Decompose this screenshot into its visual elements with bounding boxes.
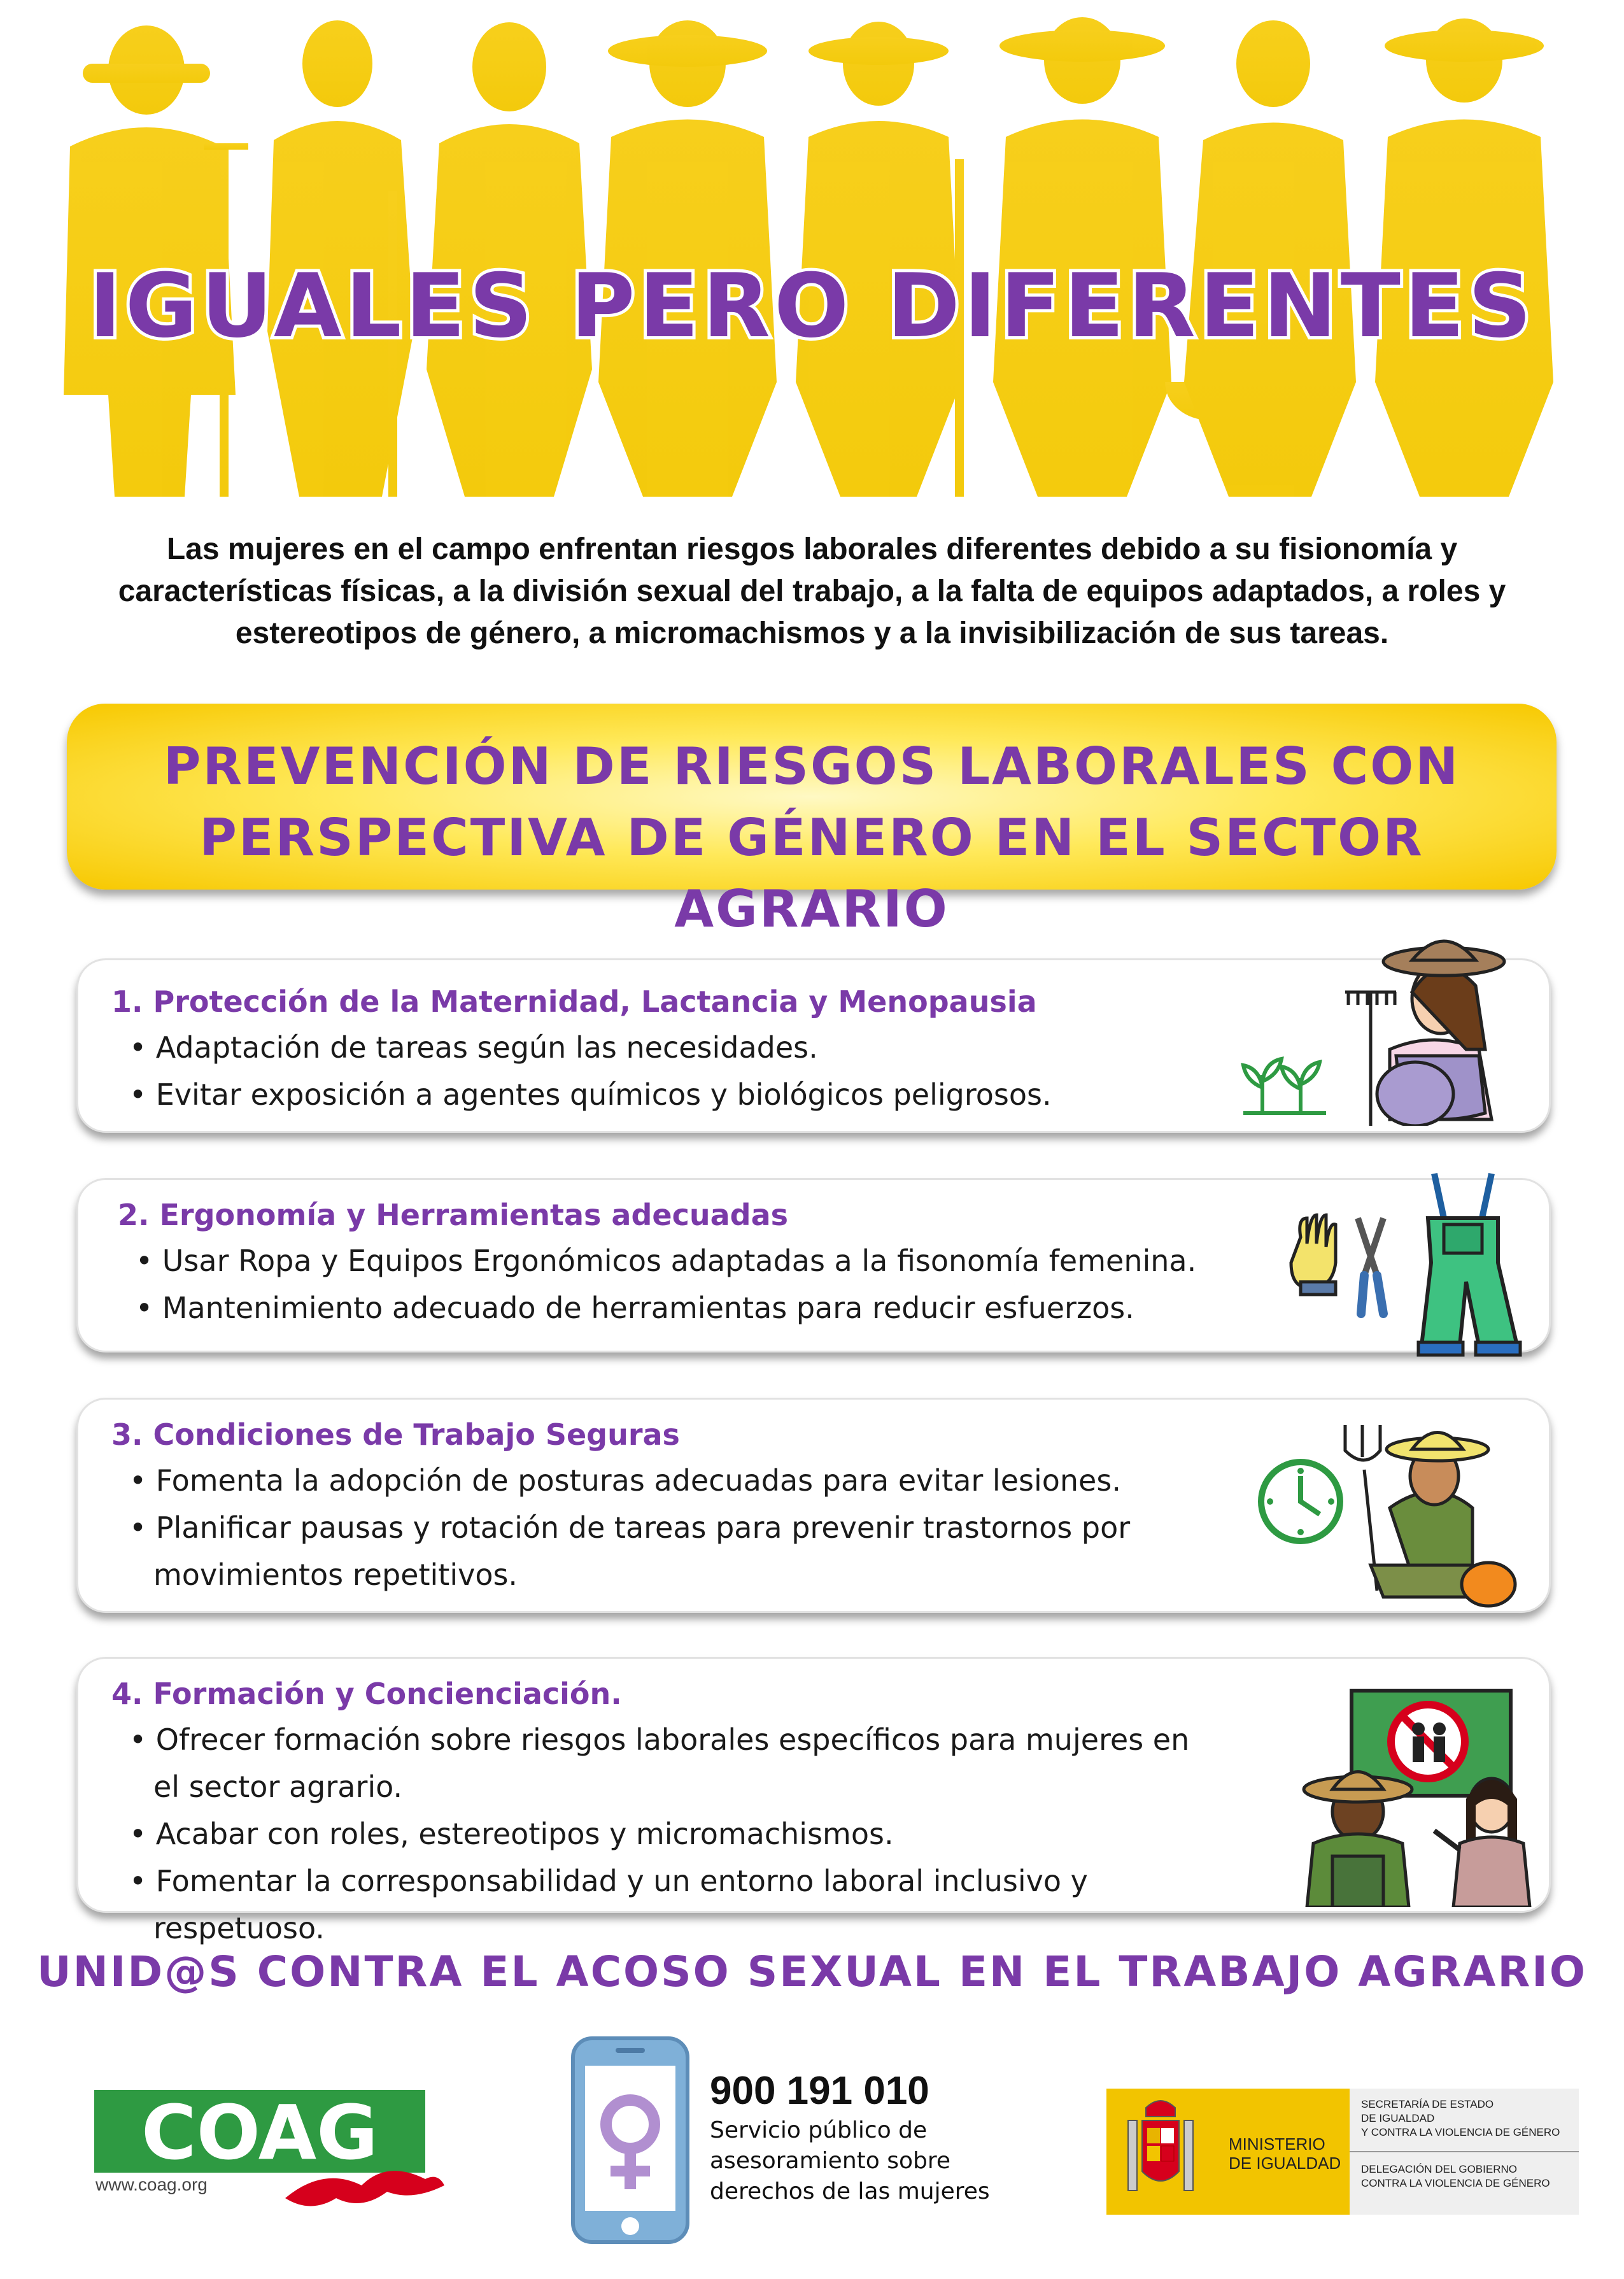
ministry-name-line: MINISTERIO xyxy=(1229,2134,1325,2154)
secretaria-line: Y CONTRA LA VIOLENCIA DE GÉNERO xyxy=(1361,2126,1560,2138)
list-item: • Evitar exposición a agentes químicos y biológicos peligrosos. xyxy=(129,1071,1211,1118)
section-card-formacion xyxy=(76,1657,1551,1945)
phone-description xyxy=(710,2115,1041,2207)
training-board-icon xyxy=(1288,1684,1543,1907)
section-title: 2. Ergonomía y Herramientas adecuadas xyxy=(118,1198,788,1232)
section-card-maternidad xyxy=(76,958,1551,1133)
phone-number[interactable]: 900 191 010 xyxy=(710,2069,929,2113)
coag-logo-text: COAG xyxy=(141,2090,378,2176)
phone-desc-line: asesoramiento sobre xyxy=(710,2148,951,2174)
list-item: • Fomenta la adopción de posturas adecuadas para evitar lesiones. xyxy=(129,1457,1199,1504)
slogan: UNID@S CONTRA EL ACOSO SEXUAL EN EL TRABAJO AGRARIO xyxy=(37,1947,1587,1996)
list-item: • Acabar con roles, estereotipos y micromachismos. xyxy=(129,1810,1224,1857)
worker-silhouettes-illustration xyxy=(0,0,1624,497)
list-item: • Fomentar la corresponsabilidad y un entorno laboral inclusivo y respetuoso. xyxy=(129,1857,1224,1952)
section-title: 1. Protección de la Maternidad, Lactancia y Menopausia xyxy=(111,984,1037,1019)
list-item: • Mantenimiento adecuado de herramientas para reducir esfuerzos. xyxy=(136,1284,1282,1331)
phone-desc-line: derechos de las mujeres xyxy=(710,2178,990,2204)
section-list xyxy=(129,1716,1224,1952)
overalls-gloves-shears-icon xyxy=(1275,1154,1543,1358)
ministerio-igualdad-logo xyxy=(1106,2089,1579,2215)
list-item: • Ofrecer formación sobre riesgos laborales específicos para mujeres en el sector agrario. xyxy=(129,1716,1224,1810)
section-list xyxy=(129,1024,1211,1118)
banner-line-1: PREVENCIÓN DE RIESGOS LABORALES CON xyxy=(163,737,1460,796)
secretaria-line: DE IGUALDAD xyxy=(1361,2112,1435,2124)
banner-heading xyxy=(67,731,1557,945)
phone-icon xyxy=(570,2035,691,2245)
ministry-name-line: DE IGUALDAD xyxy=(1229,2154,1341,2173)
banner-line-2: PERSPECTIVA DE GÉNERO EN EL SECTOR AGRARIO xyxy=(199,808,1424,939)
section-card-ergonomia xyxy=(76,1178,1551,1352)
page-title: IGUALES PERO DIFERENTES xyxy=(88,255,1536,357)
phone-desc-line: Servicio público de xyxy=(710,2117,928,2143)
coag-url-link[interactable]: www.coag.org xyxy=(95,2175,208,2194)
pregnant-farmer-icon xyxy=(1224,922,1530,1126)
section-card-condiciones xyxy=(76,1398,1551,1613)
section-list xyxy=(136,1237,1282,1331)
section-list xyxy=(129,1457,1199,1598)
secretaria-line: SECRETARÍA DE ESTADO xyxy=(1361,2098,1494,2110)
list-item: • Usar Ropa y Equipos Ergonómicos adaptadas a la fisonomía femenina. xyxy=(136,1237,1282,1284)
section-title: 4. Formación y Concienciación. xyxy=(111,1677,622,1711)
section-title: 3. Condiciones de Trabajo Seguras xyxy=(111,1417,680,1452)
delegacion-line: DELEGACIÓN DEL GOBIERNO xyxy=(1361,2163,1517,2175)
list-item: • Adaptación de tareas según las necesidades. xyxy=(129,1024,1211,1071)
list-item: • Planificar pausas y rotación de tareas para prevenir trastornos por movimientos repetitivos. xyxy=(129,1504,1199,1598)
delegacion-line: CONTRA LA VIOLENCIA DE GÉNERO xyxy=(1361,2177,1550,2189)
intro-paragraph: Las mujeres en el campo enfrentan riesgos laborales diferentes debido a su fisionomía y características físicas, a la división sexual del trabajo, a la falta de equipos adaptados, a roles y estereotipos de género, a micromachismos y a la invisibilización de sus tareas. xyxy=(118,532,1506,650)
resting-farmer-clock-icon xyxy=(1243,1400,1536,1610)
